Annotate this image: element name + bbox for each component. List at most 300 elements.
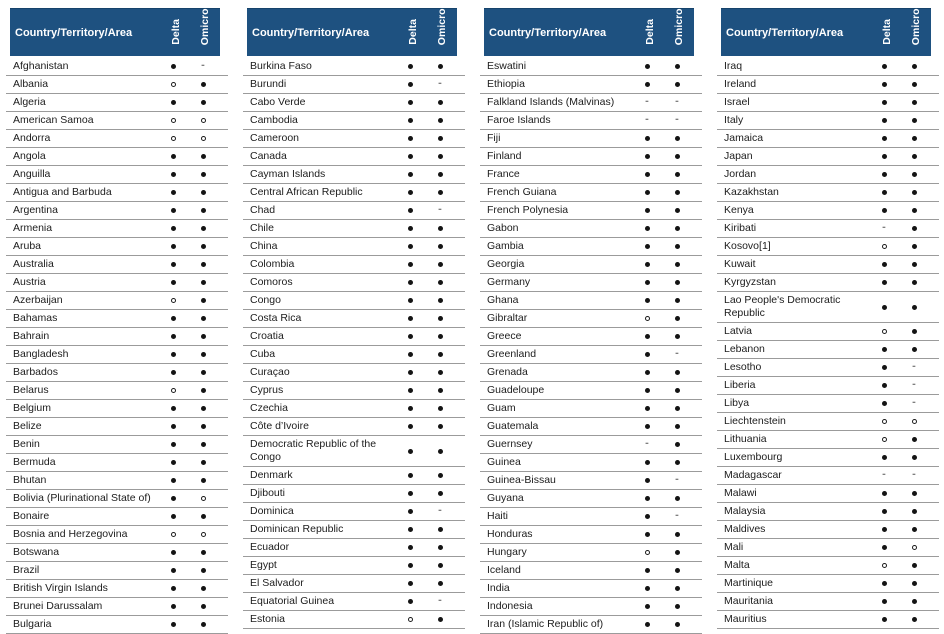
table-row	[6, 184, 228, 202]
country-name: Costa Rica	[250, 312, 302, 324]
country-name: Lao People's Democratic Republic	[724, 294, 841, 319]
filled-dot-icon	[912, 437, 917, 442]
filled-dot-icon	[408, 545, 413, 550]
omicron-status	[662, 148, 692, 165]
omicron-status	[425, 400, 455, 417]
country-name: Finland	[487, 150, 522, 162]
open-dot-icon	[201, 532, 206, 537]
delta-status	[869, 112, 899, 129]
delta-status	[632, 202, 662, 219]
filled-dot-icon	[912, 244, 917, 249]
country-name: Benin	[13, 438, 40, 450]
filled-dot-icon	[675, 586, 680, 591]
filled-dot-icon	[201, 100, 206, 105]
filled-dot-icon	[675, 460, 680, 465]
table-row	[243, 76, 465, 94]
country-table-1	[6, 1, 228, 634]
table-row	[243, 328, 465, 346]
filled-dot-icon	[171, 280, 176, 285]
open-dot-icon	[201, 118, 206, 123]
table-row	[480, 112, 702, 130]
dash-icon: -	[438, 77, 442, 89]
table-row	[480, 166, 702, 184]
filled-dot-icon	[408, 509, 413, 514]
filled-dot-icon	[882, 383, 887, 388]
filled-dot-icon	[201, 622, 206, 627]
country-name: Chad	[250, 204, 276, 216]
omicron-status	[425, 557, 455, 574]
delta-status	[158, 346, 188, 363]
filled-dot-icon	[645, 244, 650, 249]
filled-dot-icon	[675, 136, 680, 141]
filled-dot-icon	[675, 496, 680, 501]
filled-dot-icon	[882, 305, 887, 310]
delta-status	[869, 413, 899, 430]
filled-dot-icon	[645, 496, 650, 501]
country-name: Malta	[724, 559, 750, 571]
omicron-status	[899, 256, 929, 273]
omicron-column-header: Omicron	[436, 1, 448, 45]
filled-dot-icon	[201, 352, 206, 357]
table-row	[480, 616, 702, 634]
country-name: Falkland Islands (Malvinas)	[487, 96, 615, 108]
table-row	[6, 292, 228, 310]
omicron-status	[662, 508, 692, 525]
table-row	[243, 94, 465, 112]
omicron-status	[662, 328, 692, 345]
filled-dot-icon	[408, 208, 413, 213]
filled-dot-icon	[201, 208, 206, 213]
table-row	[717, 323, 939, 341]
filled-dot-icon	[438, 563, 443, 568]
country-name: Kuwait	[724, 258, 756, 270]
country-name: Congo	[250, 294, 281, 306]
delta-status	[395, 382, 425, 399]
omicron-status	[188, 94, 218, 111]
delta-status	[158, 580, 188, 597]
omicron-status	[425, 593, 455, 610]
delta-status	[869, 274, 899, 291]
omicron-status	[662, 382, 692, 399]
delta-status	[395, 328, 425, 345]
omicron-status	[662, 58, 692, 75]
dash-icon: -	[912, 360, 916, 372]
filled-dot-icon	[675, 370, 680, 375]
delta-status	[869, 521, 899, 538]
country-name: Bonaire	[13, 510, 50, 522]
country-column-header: Country/Territory/Area	[15, 26, 133, 39]
table-row	[480, 256, 702, 274]
filled-dot-icon	[201, 190, 206, 195]
filled-dot-icon	[408, 118, 413, 123]
country-name: Cayman Islands	[250, 168, 326, 180]
delta-status	[158, 130, 188, 147]
omicron-status	[899, 395, 929, 412]
filled-dot-icon	[438, 298, 443, 303]
country-name: Israel	[724, 96, 750, 108]
filled-dot-icon	[201, 604, 206, 609]
filled-dot-icon	[408, 154, 413, 159]
table-row	[6, 238, 228, 256]
omicron-status	[899, 292, 929, 322]
omicron-status	[662, 562, 692, 579]
table-row	[480, 472, 702, 490]
filled-dot-icon	[201, 388, 206, 393]
delta-status	[632, 112, 662, 129]
omicron-status	[188, 202, 218, 219]
country-table-4	[717, 1, 939, 634]
country-name: Fiji	[487, 132, 501, 144]
filled-dot-icon	[201, 586, 206, 591]
delta-status	[632, 76, 662, 93]
open-dot-icon	[882, 437, 887, 442]
omicron-status	[662, 544, 692, 561]
country-name: Côte d’Ivoire	[250, 420, 309, 432]
delta-status	[869, 611, 899, 628]
table-row	[717, 521, 939, 539]
table-row	[243, 166, 465, 184]
delta-status	[632, 598, 662, 615]
delta-status	[632, 562, 662, 579]
table-row	[6, 400, 228, 418]
table-row	[6, 454, 228, 472]
table-rows	[6, 58, 228, 634]
filled-dot-icon	[882, 154, 887, 159]
filled-dot-icon	[882, 208, 887, 213]
delta-status	[158, 58, 188, 75]
country-name: Mali	[724, 541, 744, 553]
omicron-status	[662, 472, 692, 489]
country-name: Guernsey	[487, 438, 533, 450]
omicron-status	[188, 616, 218, 633]
country-name: Libya	[724, 397, 750, 409]
omicron-status	[425, 485, 455, 502]
delta-status	[869, 130, 899, 147]
filled-dot-icon	[201, 406, 206, 411]
delta-status	[632, 454, 662, 471]
filled-dot-icon	[438, 406, 443, 411]
table-row	[243, 418, 465, 436]
omicron-status	[662, 526, 692, 543]
filled-dot-icon	[201, 568, 206, 573]
omicron-status	[425, 521, 455, 538]
country-name: American Samoa	[13, 114, 94, 126]
filled-dot-icon	[882, 581, 887, 586]
table-row	[6, 436, 228, 454]
table-row	[480, 94, 702, 112]
country-name: Afghanistan	[13, 60, 69, 72]
delta-status	[158, 418, 188, 435]
omicron-status	[425, 328, 455, 345]
table-row	[243, 364, 465, 382]
omicron-status	[662, 274, 692, 291]
delta-status	[632, 382, 662, 399]
omicron-status	[899, 274, 929, 291]
filled-dot-icon	[645, 424, 650, 429]
filled-dot-icon	[438, 280, 443, 285]
country-name: Burkina Faso	[250, 60, 312, 72]
filled-dot-icon	[645, 478, 650, 483]
table-row	[6, 418, 228, 436]
country-name: Anguilla	[13, 168, 51, 180]
delta-status	[158, 364, 188, 381]
filled-dot-icon	[882, 280, 887, 285]
table-row	[6, 364, 228, 382]
filled-dot-icon	[408, 599, 413, 604]
omicron-status	[662, 256, 692, 273]
country-name: Jamaica	[724, 132, 764, 144]
delta-status	[395, 418, 425, 435]
delta-status	[632, 490, 662, 507]
table-row	[6, 310, 228, 328]
country-name: Bulgaria	[13, 618, 52, 630]
delta-status	[869, 184, 899, 201]
country-name: French Polynesia	[487, 204, 569, 216]
table-row	[243, 346, 465, 364]
delta-status	[869, 58, 899, 75]
delta-status	[395, 611, 425, 628]
omicron-status	[188, 418, 218, 435]
omicron-status	[188, 328, 218, 345]
open-dot-icon	[645, 316, 650, 321]
filled-dot-icon	[171, 478, 176, 483]
omicron-status	[899, 166, 929, 183]
filled-dot-icon	[408, 298, 413, 303]
table-row	[243, 148, 465, 166]
filled-dot-icon	[171, 406, 176, 411]
delta-status	[869, 359, 899, 376]
delta-status	[869, 292, 899, 322]
filled-dot-icon	[438, 172, 443, 177]
delta-status	[158, 148, 188, 165]
country-name: Egypt	[250, 559, 277, 571]
filled-dot-icon	[675, 604, 680, 609]
delta-status	[158, 94, 188, 111]
country-name: Botswana	[13, 546, 60, 558]
table-row	[243, 575, 465, 593]
table-row	[243, 292, 465, 310]
filled-dot-icon	[408, 406, 413, 411]
country-name: Guadeloupe	[487, 384, 545, 396]
filled-dot-icon	[408, 424, 413, 429]
table-header	[484, 1, 694, 56]
table-row	[243, 58, 465, 76]
table-row	[6, 328, 228, 346]
country-name: Bermuda	[13, 456, 56, 468]
delta-status	[395, 400, 425, 417]
omicron-status	[425, 202, 455, 219]
table-row	[480, 562, 702, 580]
filled-dot-icon	[882, 527, 887, 532]
table-row	[243, 539, 465, 557]
omicron-status	[425, 346, 455, 363]
table-row	[480, 400, 702, 418]
omicron-status	[899, 238, 929, 255]
country-name: Canada	[250, 150, 287, 162]
table-row	[243, 382, 465, 400]
table-row	[717, 449, 939, 467]
delta-status	[395, 575, 425, 592]
table-row	[243, 467, 465, 485]
omicron-status	[662, 166, 692, 183]
delta-status	[632, 130, 662, 147]
filled-dot-icon	[645, 568, 650, 573]
filled-dot-icon	[882, 455, 887, 460]
omicron-status	[188, 580, 218, 597]
country-name: Central African Republic	[250, 186, 363, 198]
country-name: Algeria	[13, 96, 46, 108]
omicron-status	[899, 575, 929, 592]
delta-status	[869, 557, 899, 574]
filled-dot-icon	[201, 262, 206, 267]
filled-dot-icon	[645, 208, 650, 213]
delta-status	[632, 94, 662, 111]
delta-status	[869, 503, 899, 520]
filled-dot-icon	[675, 532, 680, 537]
delta-status	[632, 328, 662, 345]
filled-dot-icon	[645, 514, 650, 519]
omicron-status	[425, 611, 455, 628]
filled-dot-icon	[438, 617, 443, 622]
filled-dot-icon	[675, 244, 680, 249]
omicron-status	[662, 598, 692, 615]
filled-dot-icon	[645, 262, 650, 267]
delta-status	[395, 184, 425, 201]
delta-status	[158, 238, 188, 255]
country-name: France	[487, 168, 520, 180]
table-row	[480, 130, 702, 148]
filled-dot-icon	[408, 82, 413, 87]
country-name: Argentina	[13, 204, 58, 216]
country-name: Indonesia	[487, 600, 533, 612]
filled-dot-icon	[912, 305, 917, 310]
table-row	[717, 58, 939, 76]
filled-dot-icon	[912, 455, 917, 460]
country-name: Democratic Republic of the Congo	[250, 438, 377, 463]
table-row	[717, 575, 939, 593]
filled-dot-icon	[675, 316, 680, 321]
omicron-status	[425, 503, 455, 520]
table-row	[480, 508, 702, 526]
country-name: Mauritania	[724, 595, 774, 607]
country-name: Kiribati	[724, 222, 757, 234]
table-row	[480, 148, 702, 166]
country-name: Estonia	[250, 613, 286, 625]
filled-dot-icon	[645, 622, 650, 627]
filled-dot-icon	[912, 226, 917, 231]
country-name: Madagascar	[724, 469, 782, 481]
table-row	[6, 472, 228, 490]
country-name: Bolivia (Plurinational State of)	[13, 492, 151, 504]
delta-status	[395, 202, 425, 219]
omicron-status	[188, 274, 218, 291]
country-name: Ecuador	[250, 541, 290, 553]
filled-dot-icon	[912, 118, 917, 123]
open-dot-icon	[171, 136, 176, 141]
omicron-status	[662, 94, 692, 111]
filled-dot-icon	[408, 316, 413, 321]
filled-dot-icon	[675, 262, 680, 267]
table-row	[6, 274, 228, 292]
filled-dot-icon	[201, 316, 206, 321]
filled-dot-icon	[675, 568, 680, 573]
delta-status	[869, 341, 899, 358]
country-name: Czechia	[250, 402, 288, 414]
filled-dot-icon	[171, 226, 176, 231]
delta-status	[869, 148, 899, 165]
filled-dot-icon	[171, 460, 176, 465]
delta-status	[395, 238, 425, 255]
filled-dot-icon	[201, 442, 206, 447]
country-name: Dominican Republic	[250, 523, 344, 535]
filled-dot-icon	[645, 298, 650, 303]
country-name: Latvia	[724, 325, 753, 337]
filled-dot-icon	[171, 604, 176, 609]
delta-status	[158, 220, 188, 237]
filled-dot-icon	[675, 64, 680, 69]
omicron-status	[662, 202, 692, 219]
table-row	[480, 346, 702, 364]
filled-dot-icon	[912, 617, 917, 622]
country-column-header: Country/Territory/Area	[489, 26, 607, 39]
filled-dot-icon	[408, 491, 413, 496]
filled-dot-icon	[201, 154, 206, 159]
table-row	[6, 598, 228, 616]
table-row	[480, 580, 702, 598]
filled-dot-icon	[912, 509, 917, 514]
delta-status	[158, 292, 188, 309]
table-row	[480, 544, 702, 562]
filled-dot-icon	[201, 550, 206, 555]
delta-status	[869, 431, 899, 448]
table-row	[6, 382, 228, 400]
delta-status	[395, 557, 425, 574]
filled-dot-icon	[882, 82, 887, 87]
filled-dot-icon	[882, 262, 887, 267]
delta-status	[158, 490, 188, 507]
open-dot-icon	[882, 244, 887, 249]
table-row	[243, 202, 465, 220]
table-row	[717, 395, 939, 413]
table-row	[480, 382, 702, 400]
delta-status	[158, 436, 188, 453]
omicron-status	[662, 580, 692, 597]
omicron-status	[188, 598, 218, 615]
delta-status	[158, 382, 188, 399]
country-name: Equatorial Guinea	[250, 595, 335, 607]
filled-dot-icon	[171, 172, 176, 177]
open-dot-icon	[171, 388, 176, 393]
country-name: Colombia	[250, 258, 295, 270]
table-row	[6, 256, 228, 274]
filled-dot-icon	[408, 581, 413, 586]
filled-dot-icon	[171, 334, 176, 339]
table-row	[717, 539, 939, 557]
table-row	[480, 310, 702, 328]
filled-dot-icon	[912, 262, 917, 267]
country-name: Germany	[487, 276, 531, 288]
filled-dot-icon	[171, 514, 176, 519]
country-name: Ghana	[487, 294, 519, 306]
country-name: Guinea	[487, 456, 521, 468]
omicron-status	[899, 323, 929, 340]
filled-dot-icon	[912, 599, 917, 604]
delta-status	[395, 593, 425, 610]
table-row	[480, 328, 702, 346]
omicron-status	[662, 418, 692, 435]
filled-dot-icon	[882, 190, 887, 195]
omicron-status	[188, 526, 218, 543]
